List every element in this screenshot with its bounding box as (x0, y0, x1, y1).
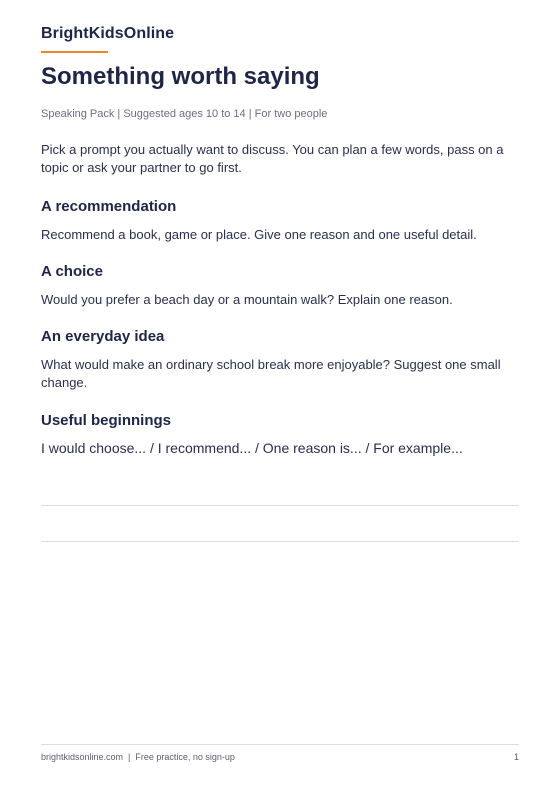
page-title: Something worth saying (41, 63, 320, 90)
section-body-recommendation: Recommend a book, game or place. Give one reason and one useful detail. (41, 227, 477, 242)
worksheet-page (41, 0, 519, 792)
brand-name: BrightKidsOnline (41, 25, 175, 42)
writing-line (41, 505, 519, 506)
intro-paragraph: Pick a prompt you actually want to discuss. You can plan a few words, pass on a topic or ask your partner to go first. (41, 142, 504, 175)
footer-site-text: brightkidsonline.com | Free practice, no sign-up (41, 752, 235, 762)
writing-line (41, 541, 519, 542)
section-body-useful-beginnings: I would choose... / I recommend... / One reason is... / For example... (41, 440, 463, 456)
footer-divider (41, 744, 519, 745)
section-heading-choice: A choice (41, 263, 103, 280)
brand-underline (41, 51, 108, 53)
section-heading-everyday-idea: An everyday idea (41, 328, 165, 345)
pack-meta: Speaking Pack | Suggested ages 10 to 14 | For two people (41, 108, 328, 120)
section-body-choice: Would you prefer a beach day or a mountain walk? Explain one reason. (41, 292, 453, 307)
section-heading-useful-beginnings: Useful beginnings (41, 412, 172, 429)
section-heading-recommendation: A recommendation (41, 198, 177, 215)
page-number: 1 (513, 752, 519, 762)
section-body-everyday-idea: What would make an ordinary school break more enjoyable? Suggest one small change. (41, 357, 501, 390)
